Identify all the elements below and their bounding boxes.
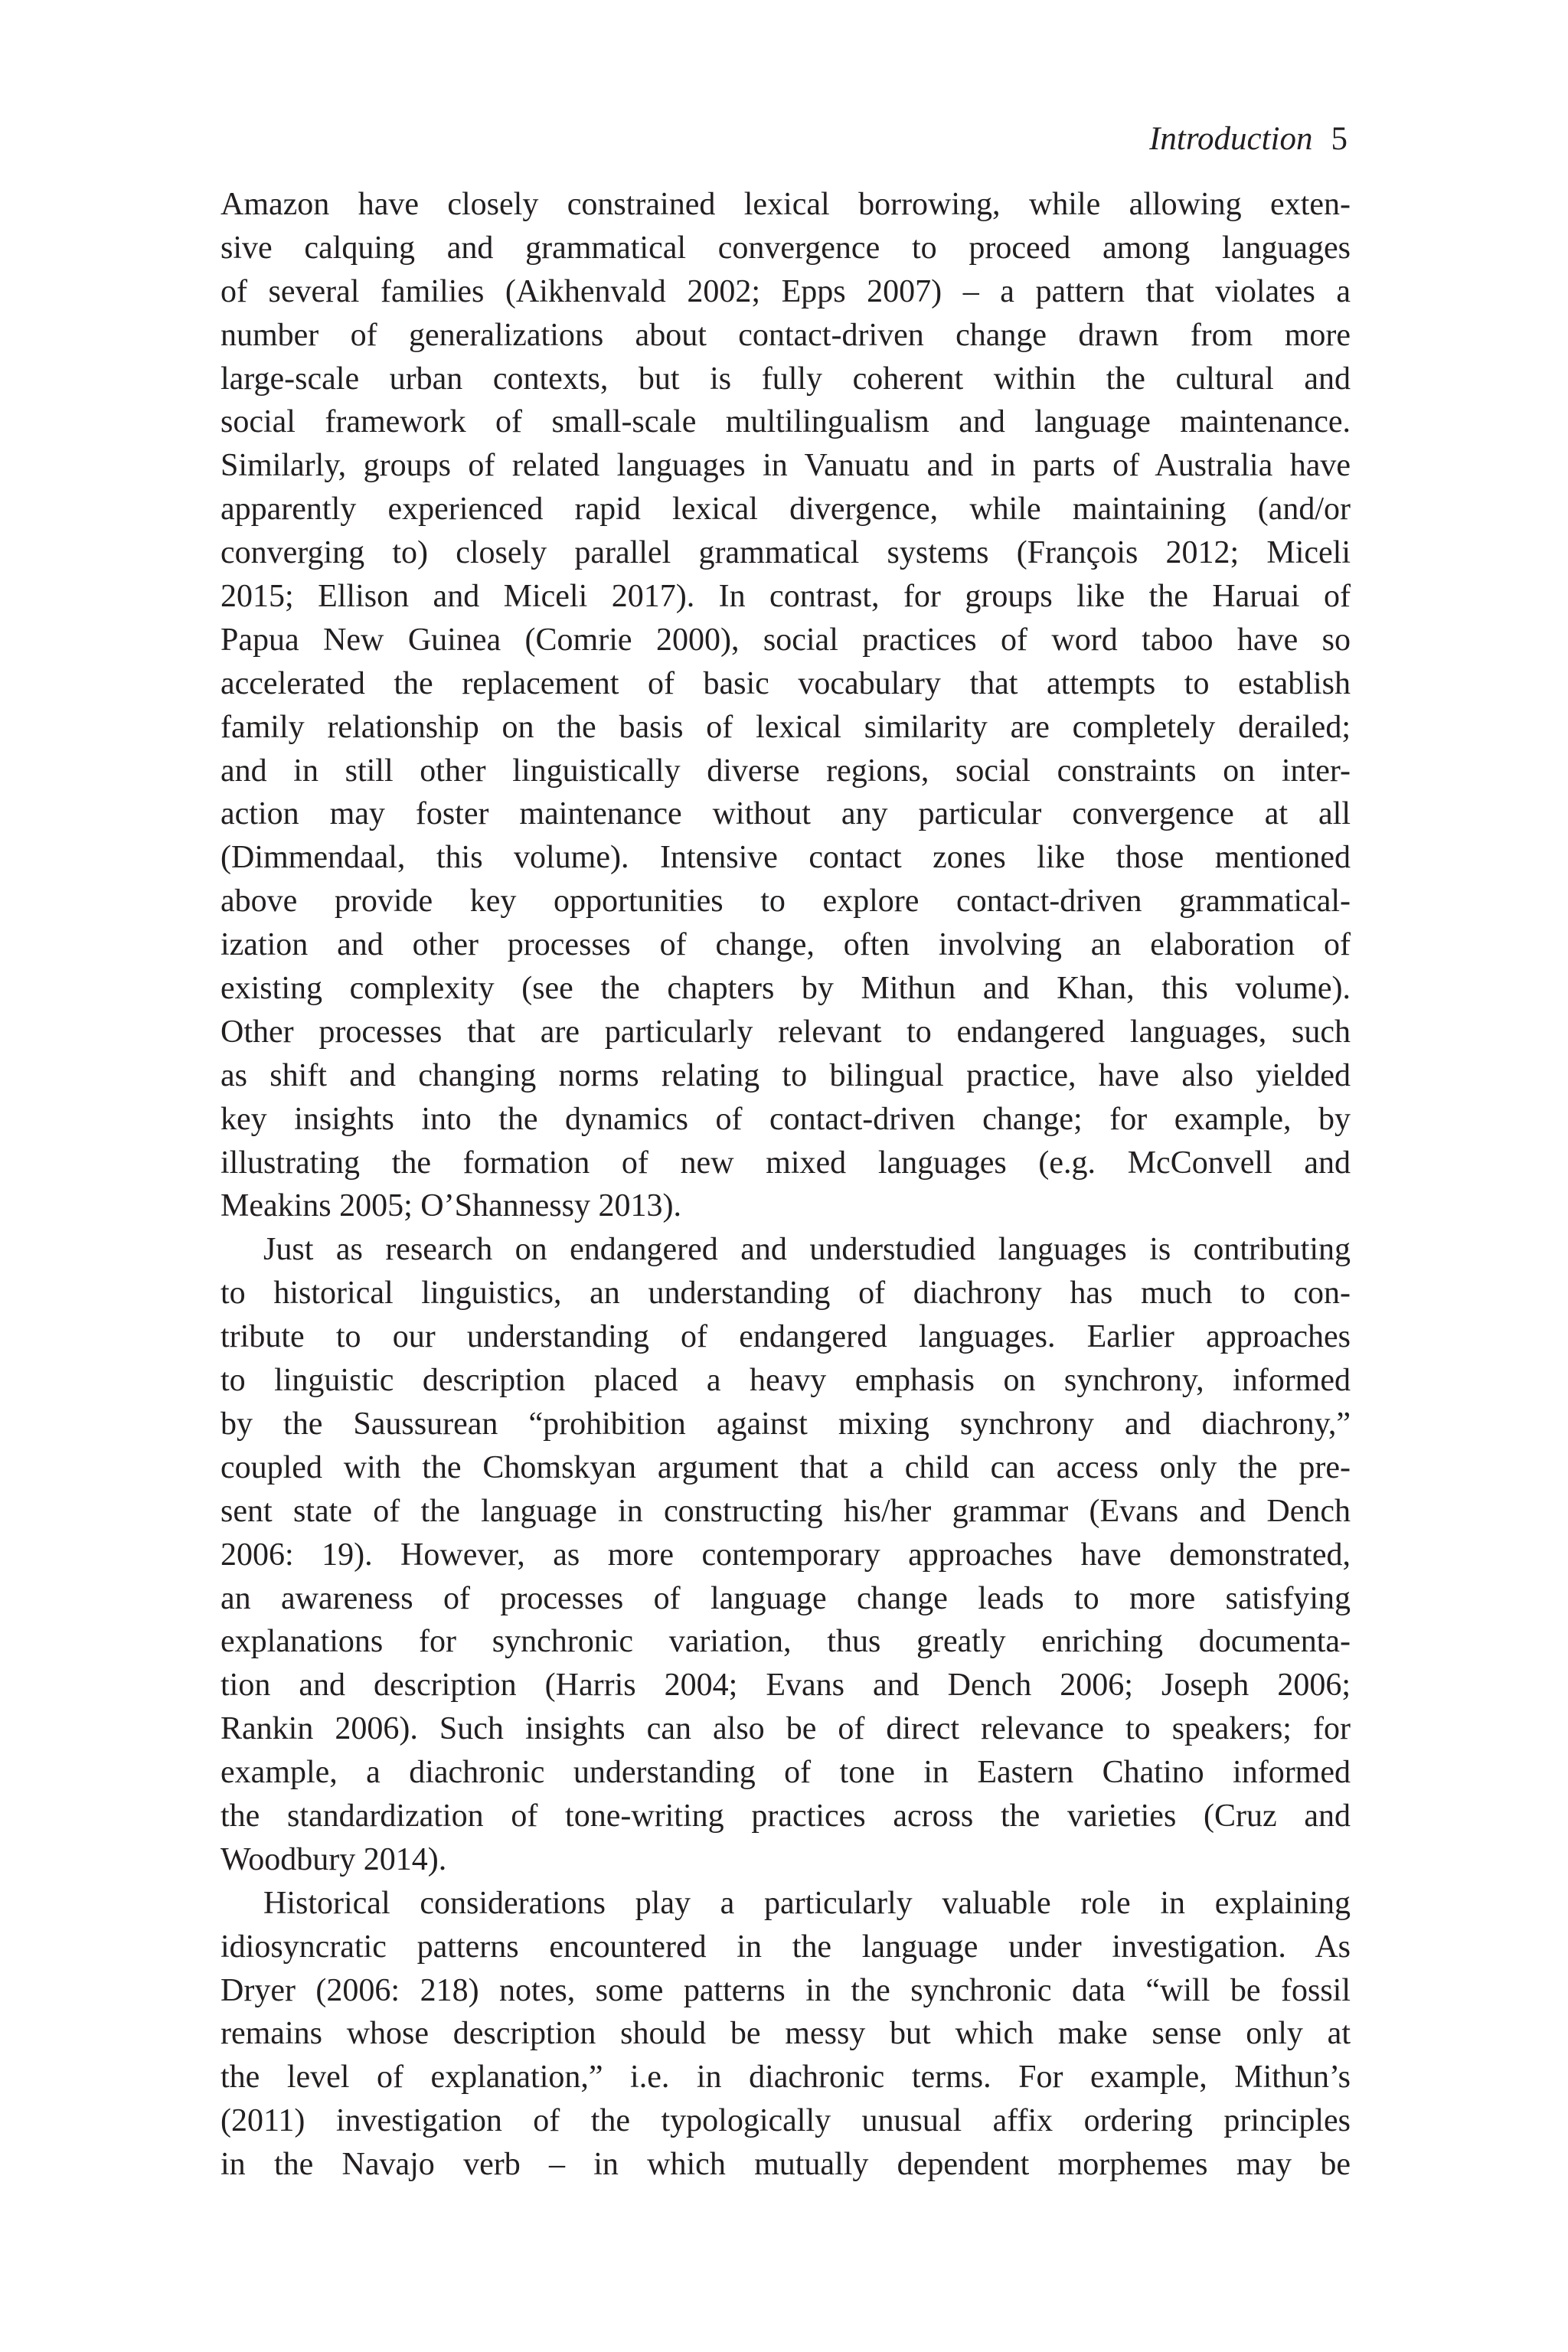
- text-line: the level of explanation,” i.e. in diachronic terms. For example, Mithun’s: [220, 2060, 1351, 2096]
- text-line: tion and description (Harris 2004; Evans and Dench 2006; Joseph 2006;: [220, 1668, 1351, 1704]
- text-line: social framework of small-scale multilingualism and language maintenance.: [220, 404, 1351, 440]
- text-line: the standardization of tone-writing practices across the varieties (Cruz and: [220, 1798, 1351, 1834]
- text-line: Just as research on endangered and understudied languages is contributing: [263, 1232, 1351, 1268]
- text-line: as shift and changing norms relating to bilingual practice, have also yielded: [220, 1057, 1351, 1093]
- text-line: above provide key opportunities to explore contact-driven grammatical-: [220, 884, 1351, 920]
- text-line: Similarly, groups of related languages in Vanuatu and in parts of Australia have: [220, 448, 1351, 484]
- text-line: apparently experienced rapid lexical divergence, while maintaining (and/or: [220, 492, 1351, 528]
- text-line: converging to) closely parallel grammatical systems (François 2012; Miceli: [220, 535, 1351, 571]
- text-line: coupled with the Chomskyan argument that a child can access only the pre-: [220, 1449, 1351, 1485]
- text-line: idiosyncratic patterns encountered in the language under investigation. As: [220, 1929, 1351, 1965]
- text-line: an awareness of processes of language change leads to more satisfying: [220, 1580, 1351, 1616]
- text-line: illustrating the formation of new mixed languages (e.g. McConvell and: [220, 1145, 1351, 1181]
- text-line: key insights into the dynamics of contact-driven change; for example, by: [220, 1101, 1351, 1137]
- text-line: (Dimmendaal, this volume). Intensive contact zones like those mentioned: [220, 840, 1351, 876]
- text-line: Woodbury 2014).: [220, 1841, 447, 1877]
- text-line: family relationship on the basis of lexical similarity are completely derailed;: [220, 709, 1351, 745]
- text-line: Other processes that are particularly relevant to endangered languages, such: [220, 1014, 1351, 1050]
- text-line: action may foster maintenance without any particular convergence at all: [220, 796, 1351, 832]
- text-line: explanations for synchronic variation, thus greatly enriching documenta-: [220, 1624, 1351, 1660]
- text-line: Rankin 2006). Such insights can also be of direct relevance to speakers; for: [220, 1711, 1351, 1747]
- text-line: ization and other processes of change, often involving an elaboration of: [220, 927, 1351, 963]
- text-line: 2015; Ellison and Miceli 2017). In contrast, for groups like the Haruai of: [220, 579, 1351, 615]
- text-line: Amazon have closely constrained lexical borrowing, while allowing exten-: [220, 187, 1351, 222]
- running-head-title: Introduction: [1149, 121, 1313, 157]
- text-line: of several families (Aikhenvald 2002; Epps 2007) – a pattern that violates a: [220, 273, 1351, 309]
- text-line: by the Saussurean “prohibition against mixing synchrony and diachrony,”: [220, 1406, 1351, 1442]
- text-line: example, a diachronic understanding of tone in Eastern Chatino informed: [220, 1755, 1351, 1791]
- body-text: [220, 183, 1351, 2187]
- text-line: remains whose description should be messy but which make sense only at: [220, 2016, 1351, 2052]
- text-line: 2006: 19). However, as more contemporary approaches have demonstrated,: [220, 1537, 1351, 1573]
- text-line: in the Navajo verb – in which mutually dependent morphemes may be: [220, 2147, 1351, 2183]
- text-line: Dryer (2006: 218) notes, some patterns in the synchronic data “will be fossil: [220, 1972, 1351, 2008]
- text-line: number of generalizations about contact-driven change drawn from more: [220, 317, 1351, 353]
- text-line: to linguistic description placed a heavy emphasis on synchrony, informed: [220, 1363, 1351, 1399]
- text-line: sent state of the language in constructing his/her grammar (Evans and Dench: [220, 1493, 1351, 1529]
- text-line: (2011) investigation of the typologically unusual affix ordering principles: [220, 2103, 1351, 2139]
- text-line: tribute to our understanding of endangered languages. Earlier approaches: [220, 1319, 1351, 1355]
- text-line: large-scale urban contexts, but is fully coherent within the cultural and: [220, 361, 1351, 397]
- text-line: sive calquing and grammatical convergence to proceed among languages: [220, 230, 1351, 266]
- text-line: and in still other linguistically diverse regions, social constraints on inter-: [220, 753, 1351, 789]
- text-line: Papua New Guinea (Comrie 2000), social practices of word taboo have so: [220, 622, 1351, 658]
- page-number: 5: [1331, 121, 1348, 157]
- text-line: existing complexity (see the chapters by Mithun and Khan, this volume).: [220, 971, 1351, 1007]
- text-line: Meakins 2005; O’Shannessy 2013).: [220, 1188, 681, 1224]
- text-line: to historical linguistics, an understanding of diachrony has much to con-: [220, 1276, 1351, 1312]
- text-line: Historical considerations play a particularly valuable role in explaining: [263, 1885, 1351, 1921]
- text-line: accelerated the replacement of basic vocabulary that attempts to establish: [220, 665, 1351, 701]
- running-head: [1149, 118, 1348, 161]
